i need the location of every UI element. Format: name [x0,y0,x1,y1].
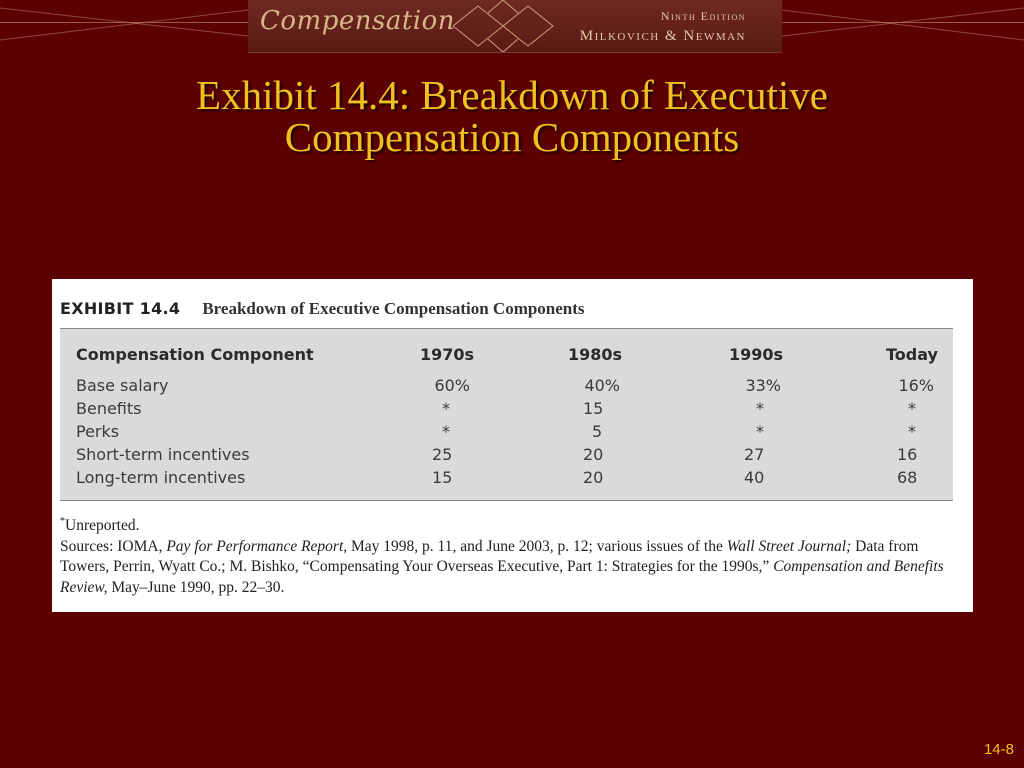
exhibit-title: Breakdown of Executive Compensation Components [202,299,585,318]
sources-journal-title: Wall Street Journal; [726,537,852,555]
table-cell-1980s: 20 [583,445,604,464]
table-cell-1970s: 60% [434,376,470,395]
table-row-component: Long-term incentives [76,468,246,487]
exhibit-card [52,279,973,612]
book-title: Compensation [260,6,455,36]
table-cell-today: 16 [897,445,918,464]
table-cell-1980s: 20 [583,468,604,487]
exhibit-heading [60,299,585,319]
table-cell-today: * [908,422,916,441]
table-row-component: Short-term incentives [76,445,250,464]
table-cell-1980s: 40% [584,376,620,395]
table-cell-1990s: * [756,399,764,418]
table-cell-1990s: 33% [745,376,781,395]
exhibit-label: EXHIBIT 14.4 [60,299,181,318]
footnote [60,512,965,537]
diamond-ornament-icon [448,0,558,52]
table-cell-today: * [908,399,916,418]
column-header-today: Today [886,345,938,364]
sources-prefix: Sources: IOMA, [60,537,167,555]
table-cell-1970s: * [442,422,450,441]
table-row-component: Base salary [76,376,169,395]
table-row-component: Benefits [76,399,142,418]
table-cell-today: 68 [897,468,918,487]
table-cell-1990s: 40 [744,468,765,487]
column-header-1990s: 1990s [729,345,784,364]
header-ornament-left [0,0,248,52]
book-banner [248,0,782,53]
page-number: 14-8 [983,741,1014,758]
table-cell-today: 16% [898,376,934,395]
column-header-1970s: 1970s [420,345,475,364]
table-cell-1990s: * [756,422,764,441]
table-cell-1970s: 25 [432,445,453,464]
sources-report-title: Pay for Performance Report, [166,537,348,555]
authors-label: Milkovich & Newman [579,28,746,44]
table-cell-1980s: 15 [583,399,604,418]
header-ornament-right [782,0,1024,52]
sources-citation [60,537,965,599]
table-cell-1990s: 27 [744,445,765,464]
table-row-component: Perks [76,422,120,441]
sources-mid-2: Data from Towers, Perrin, Wyatt Co.; M. Bishko, “Compensating Your Overseas Executive, Part 1: Strategies for the 1990s,” [60,537,919,576]
slide-title-line-1: Exhibit 14.4: Breakdown of Executive [196,72,828,118]
footnote-marker: * [60,516,65,527]
sources-review-title: Compensation and Benefits Review, [60,558,944,596]
sources-mid: May 1998, p. 11, and June 2003, p. 12; various issues of the [347,537,727,555]
table-cell-1970s: * [442,399,450,418]
exhibit-notes [60,512,965,598]
table-cell-1980s: 5 [592,422,603,441]
column-header-component: Compensation Component [76,345,314,364]
footnote-text: Unreported. [65,517,140,535]
column-header-1980s: 1980s [568,345,623,364]
table-cell-1970s: 15 [432,468,453,487]
slide-title-line-2: Compensation Components [284,114,740,160]
compensation-table [60,328,953,501]
sources-suffix: May–June 1990, pp. 22–30. [107,578,285,596]
edition-label: Ninth Edition [660,9,746,23]
slide-title [0,74,1024,158]
